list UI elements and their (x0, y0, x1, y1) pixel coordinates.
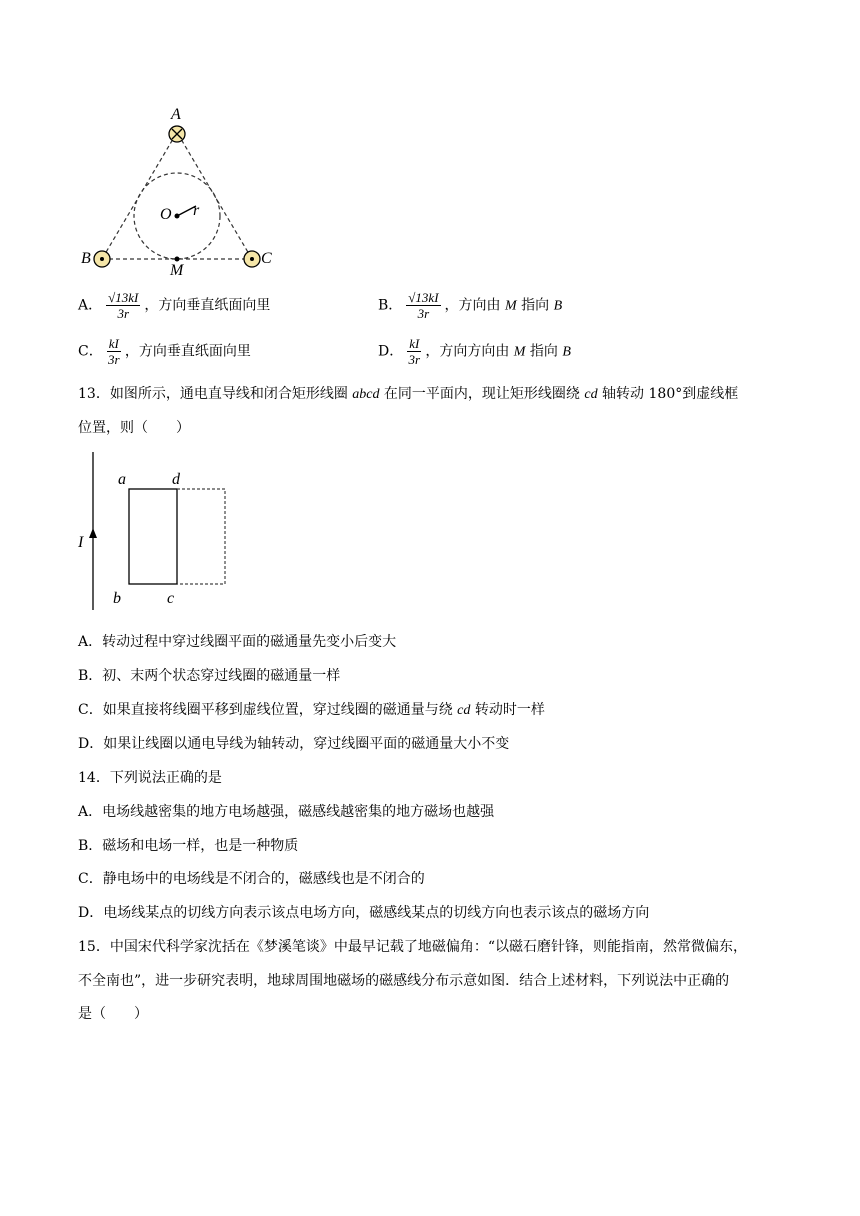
rotated-coil-dashed (177, 489, 225, 584)
label-M: M (170, 262, 184, 279)
q14-option-d: D．电场线某点的切线方向表示该点电场方向，磁感线某点的切线方向也表示该点的磁场方向 (78, 905, 650, 921)
fraction: $\frac{√13kI}{3r}$ (108, 290, 139, 321)
q15-stem-line2: 不全南也”，进一步研究表明，地球周围地磁场的磁感线分布示意如图．结合上述材料，下列说法中正确的 (78, 973, 730, 989)
label-r: r (193, 202, 200, 219)
q12-triangle-figure (78, 106, 288, 281)
q15-stem-line3: 是（ ） (78, 1006, 148, 1022)
q13-stem-line1: 13．如图所示，通电直导线和闭合矩形线圈 abcd 在同一平面内，现让矩形线圈绕 cd 轴转动 180°到虚线框 (78, 386, 739, 402)
q14-option-b: B．磁场和电场一样，也是一种物质 (78, 838, 299, 854)
q13-option-d: D．如果让线圈以通电导线为轴转动，穿过线圈平面的磁通量大小不变 (78, 736, 510, 752)
q12-option-b: B． $\frac{√13kI}{3r}$ ，方向由 M 指向 B (378, 290, 563, 321)
wire-c-out-of-page-icon (244, 251, 260, 267)
q12-option-a: A． $\frac{√13kI}{3r}$ ，方向垂直纸面向里 (78, 290, 271, 321)
fraction: $\frac{√13kI}{3r}$ (408, 290, 439, 321)
q12-option-d: D． $\frac{kI}{3r}$ ，方向方向由 M 指向 B (378, 336, 571, 367)
q14-option-a: A．电场线越密集的地方电场越强，磁感线越密集的地方磁场也越强 (78, 804, 495, 820)
label-B: B (81, 250, 91, 267)
current-arrow-icon (89, 528, 97, 538)
q13-option-b: B．初、末两个状态穿过线圈的磁通量一样 (78, 668, 341, 684)
q15-stem-line1: 15．中国宋代科学家沈括在《梦溪笔谈》中最早记载了地磁偏角：“以磁石磨针锋，则能指南，然常微偏东， (78, 939, 747, 955)
q13-stem-line2: 位置，则（ ） (78, 420, 190, 436)
wire-a-into-page-icon (169, 126, 185, 142)
q12-option-c: C． $\frac{kI}{3r}$ ，方向垂直纸面向里 (78, 336, 251, 367)
label-I: I (78, 534, 84, 551)
label-b: b (113, 590, 121, 607)
q13-option-a: A．转动过程中穿过线圈平面的磁通量先变小后变大 (78, 634, 397, 650)
label-C: C (261, 250, 272, 267)
q14-stem: 14．下列说法正确的是 (78, 770, 222, 786)
coil-rectangle (129, 489, 177, 584)
fraction: $\frac{kI}{3r}$ (408, 336, 421, 367)
triangle-edge-ac (178, 134, 252, 259)
point-dot-M (175, 257, 180, 262)
label-c: c (167, 590, 175, 607)
q13-coil-figure (76, 450, 246, 615)
label-A: A (171, 106, 181, 123)
q14-option-c: C．静电场中的电场线是不闭合的，磁感线也是不闭合的 (78, 871, 425, 887)
q13-option-c: C．如果直接将线圈平移到虚线位置，穿过线圈的磁通量与绕 cd 转动时一样 (78, 702, 545, 718)
label-a: a (118, 471, 126, 488)
label-O: O (160, 206, 172, 223)
center-dot-O (175, 214, 180, 219)
wire-b-out-of-page-icon (94, 251, 110, 267)
label-d: d (172, 471, 180, 488)
fraction: $\frac{kI}{3r}$ (107, 336, 120, 367)
